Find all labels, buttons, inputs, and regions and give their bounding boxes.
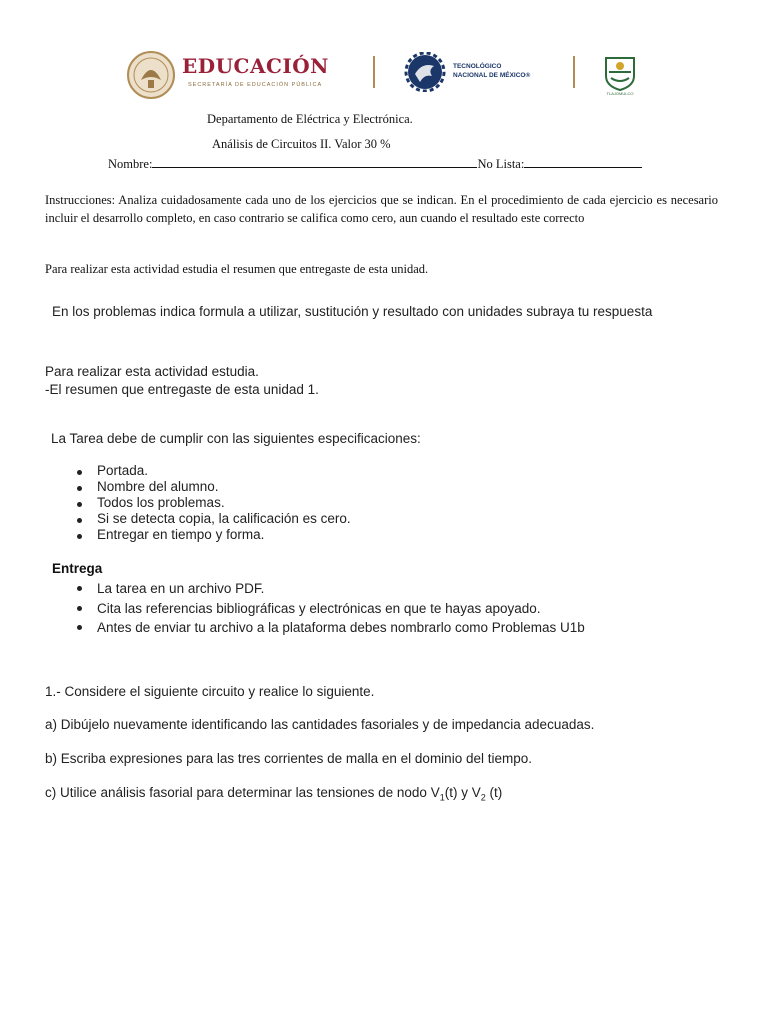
part-c-subscript: 1 xyxy=(439,792,445,803)
logo-divider xyxy=(573,56,575,88)
name-list-line xyxy=(108,155,642,172)
list-item: Portada. xyxy=(74,463,351,479)
task-requirements-heading: La Tarea debe de cumplir con las siguientes especificaciones: xyxy=(51,431,421,446)
task-requirements-list xyxy=(74,463,351,543)
list-item: La tarea en un archivo PDF. xyxy=(74,579,585,599)
header-logos xyxy=(118,44,658,104)
education-logo-subtext: SECRETARÍA DE EDUCACIÓN PÚBLICA xyxy=(188,82,323,88)
tecnm-logo-line1: TECNOLÓGICO xyxy=(453,63,502,70)
list-number-label: No Lista: xyxy=(477,157,525,171)
study-note-line: Para realizar esta actividad estudia. xyxy=(45,364,259,379)
delivery-list xyxy=(74,579,585,638)
name-label: Nombre: xyxy=(108,157,153,171)
institute-crest-logo xyxy=(596,54,644,96)
list-item: Entregar en tiempo y forma. xyxy=(74,527,351,543)
list-item: Cita las referencias bibliográficas y electrónicas en que te hayas apoyado. xyxy=(74,599,585,619)
problem-indications: En los problemas indica formula a utilizar, sustitución y resultado con unidades subraya tu respuesta xyxy=(52,304,653,319)
instructions-paragraph: Instrucciones: Analiza cuidadosamente cada uno de los ejercicios que se indican. En el procedimiento de cada ejercicio es necesario incluir el desarrollo completo, en caso contrario se califica como cero, aun cuando el resultado este correcto xyxy=(45,193,718,225)
institute-logo-caption: TLAJOMULCO xyxy=(606,91,634,96)
part-c-subscript: 2 xyxy=(480,792,486,803)
delivery-heading: Entrega xyxy=(52,561,103,576)
tecnm-gear-logo xyxy=(404,52,446,92)
mexico-seal-logo xyxy=(126,50,176,100)
tecnm-logo-line2: NACIONAL DE MÉXICO® xyxy=(453,72,531,79)
tecnm-logo-text xyxy=(453,62,530,80)
logo-divider xyxy=(373,56,375,88)
department-title: Departamento de Eléctrica y Electrónica. xyxy=(207,112,413,126)
list-number-blank xyxy=(524,155,642,168)
study-note: Para realizar esta actividad estudia el resumen que entregaste de esta unidad. xyxy=(45,262,429,276)
part-c-text: (t) xyxy=(485,785,503,800)
problem-part-c xyxy=(45,785,502,803)
part-c-text: (t) y V xyxy=(444,785,481,800)
study-note-line: -El resumen que entregaste de esta unidad 1. xyxy=(45,382,319,397)
part-c-text: c) Utilice análisis fasorial para determinar las tensiones de nodo V xyxy=(45,785,440,800)
subject-title: Análisis de Circuitos II. Valor 30 % xyxy=(212,137,391,151)
list-item: Todos los problemas. xyxy=(74,495,351,511)
problem-part-b: b) Escriba expresiones para las tres corrientes de malla en el dominio del tiempo. xyxy=(45,751,532,766)
name-blank xyxy=(152,155,477,168)
list-item: Si se detecta copia, la calificación es cero. xyxy=(74,511,351,527)
list-item: Nombre del alumno. xyxy=(74,479,351,495)
list-item: Antes de enviar tu archivo a la plataforma debes nombrarlo como Problemas U1b xyxy=(74,618,585,638)
problem-intro: 1.- Considere el siguiente circuito y realice lo siguiente. xyxy=(45,684,375,699)
education-logo-text: EDUCACIÓN xyxy=(182,54,329,78)
study-note-block xyxy=(45,363,319,399)
problem-part-a: a) Dibújelo nuevamente identificando las cantidades fasoriales y de impedancia adecuadas. xyxy=(45,717,595,732)
